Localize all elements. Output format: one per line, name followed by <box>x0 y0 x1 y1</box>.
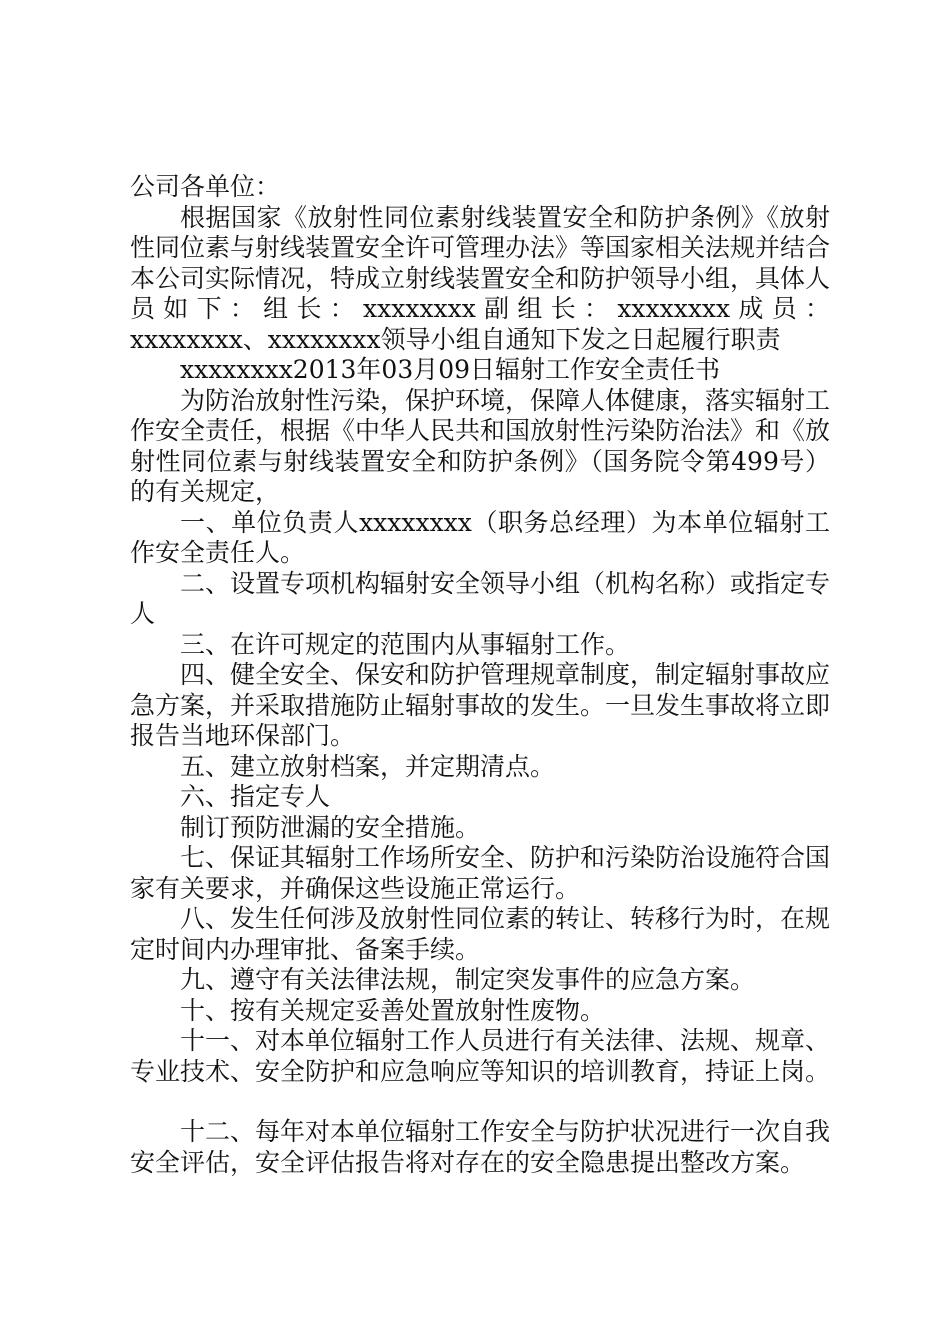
clause-6: 六、指定专人 <box>180 782 331 811</box>
clause-2: 二、设置专项机构辐射安全领导小组（机构名称）或指定专人 <box>130 568 831 628</box>
clause-10: 十、按有关规定妥善处置放射性废物。 <box>180 995 606 1025</box>
paragraph-establishment-notice: 根据国家《放射性同位素射线装置安全和防护条例》《放射性同位素与射线装置安全许可管理办法》等国家相关法规并结合本公司实际情况，特成立射线装置安全和防护领导小组，具体人员如下：组长：xxxxxxxx副组长：xxxxxxxx成员：xxxxxxxx、xxxxxxxx领导小组自通知下发之日起履行职责 <box>130 202 831 354</box>
paragraph-preamble: 为防治放射性污染，保护环境，保障人体健康，落实辐射工作安全责任，根据《中华人民共和国放射性污染防治法》和《放射性同位素与射线装置安全和防护条例》（国务院令第499号）的有关规定， <box>130 385 831 506</box>
clause-5: 五、建立放射档案，并定期清点。 <box>180 751 556 781</box>
clause-9: 九、遵守有关法律法规，制定突发事件的应急方案。 <box>180 965 756 994</box>
clause-6-continuation: 制订预防泄漏的安全措施。 <box>180 812 481 842</box>
clause-7: 七、保证其辐射工作场所安全、防护和污染防治设施符合国家有关要求，并确保这些设施正常运行。 <box>130 843 831 903</box>
document-page <box>130 172 830 1178</box>
clause-8: 八、发生任何涉及放射性同位素的转让、转移行为时，在规定时间内办理审批、备案手续。 <box>130 904 831 964</box>
clause-4: 四、健全安全、保安和防护管理规章制度，制定辐射事故应急方案，并采取措施防止辐射事故的发生。一旦发生事故将立即报告当地环保部门。 <box>130 660 831 750</box>
clause-3: 三、在许可规定的范围内从事辐射工作。 <box>180 629 631 659</box>
clause-1: 一、单位负责人xxxxxxxx（职务总经理）为本单位辐射工作安全责任人。 <box>130 507 830 567</box>
clause-11: 十一、对本单位辐射工作人员进行有关法律、法规、规章、专业技术、安全防护和应急响应等知识的培训教育，持证上岗。 <box>130 1026 831 1086</box>
clause-12: 十二、每年对本单位辐射工作安全与防护状况进行一次自我安全评估，安全评估报告将对存在的安全隐患提出整改方案。 <box>130 1117 831 1177</box>
salutation: 公司各单位： <box>130 172 281 201</box>
paragraph-signature-and-title: xxxxxxxx2013年03月09日辐射工作安全责任书 <box>180 355 721 384</box>
